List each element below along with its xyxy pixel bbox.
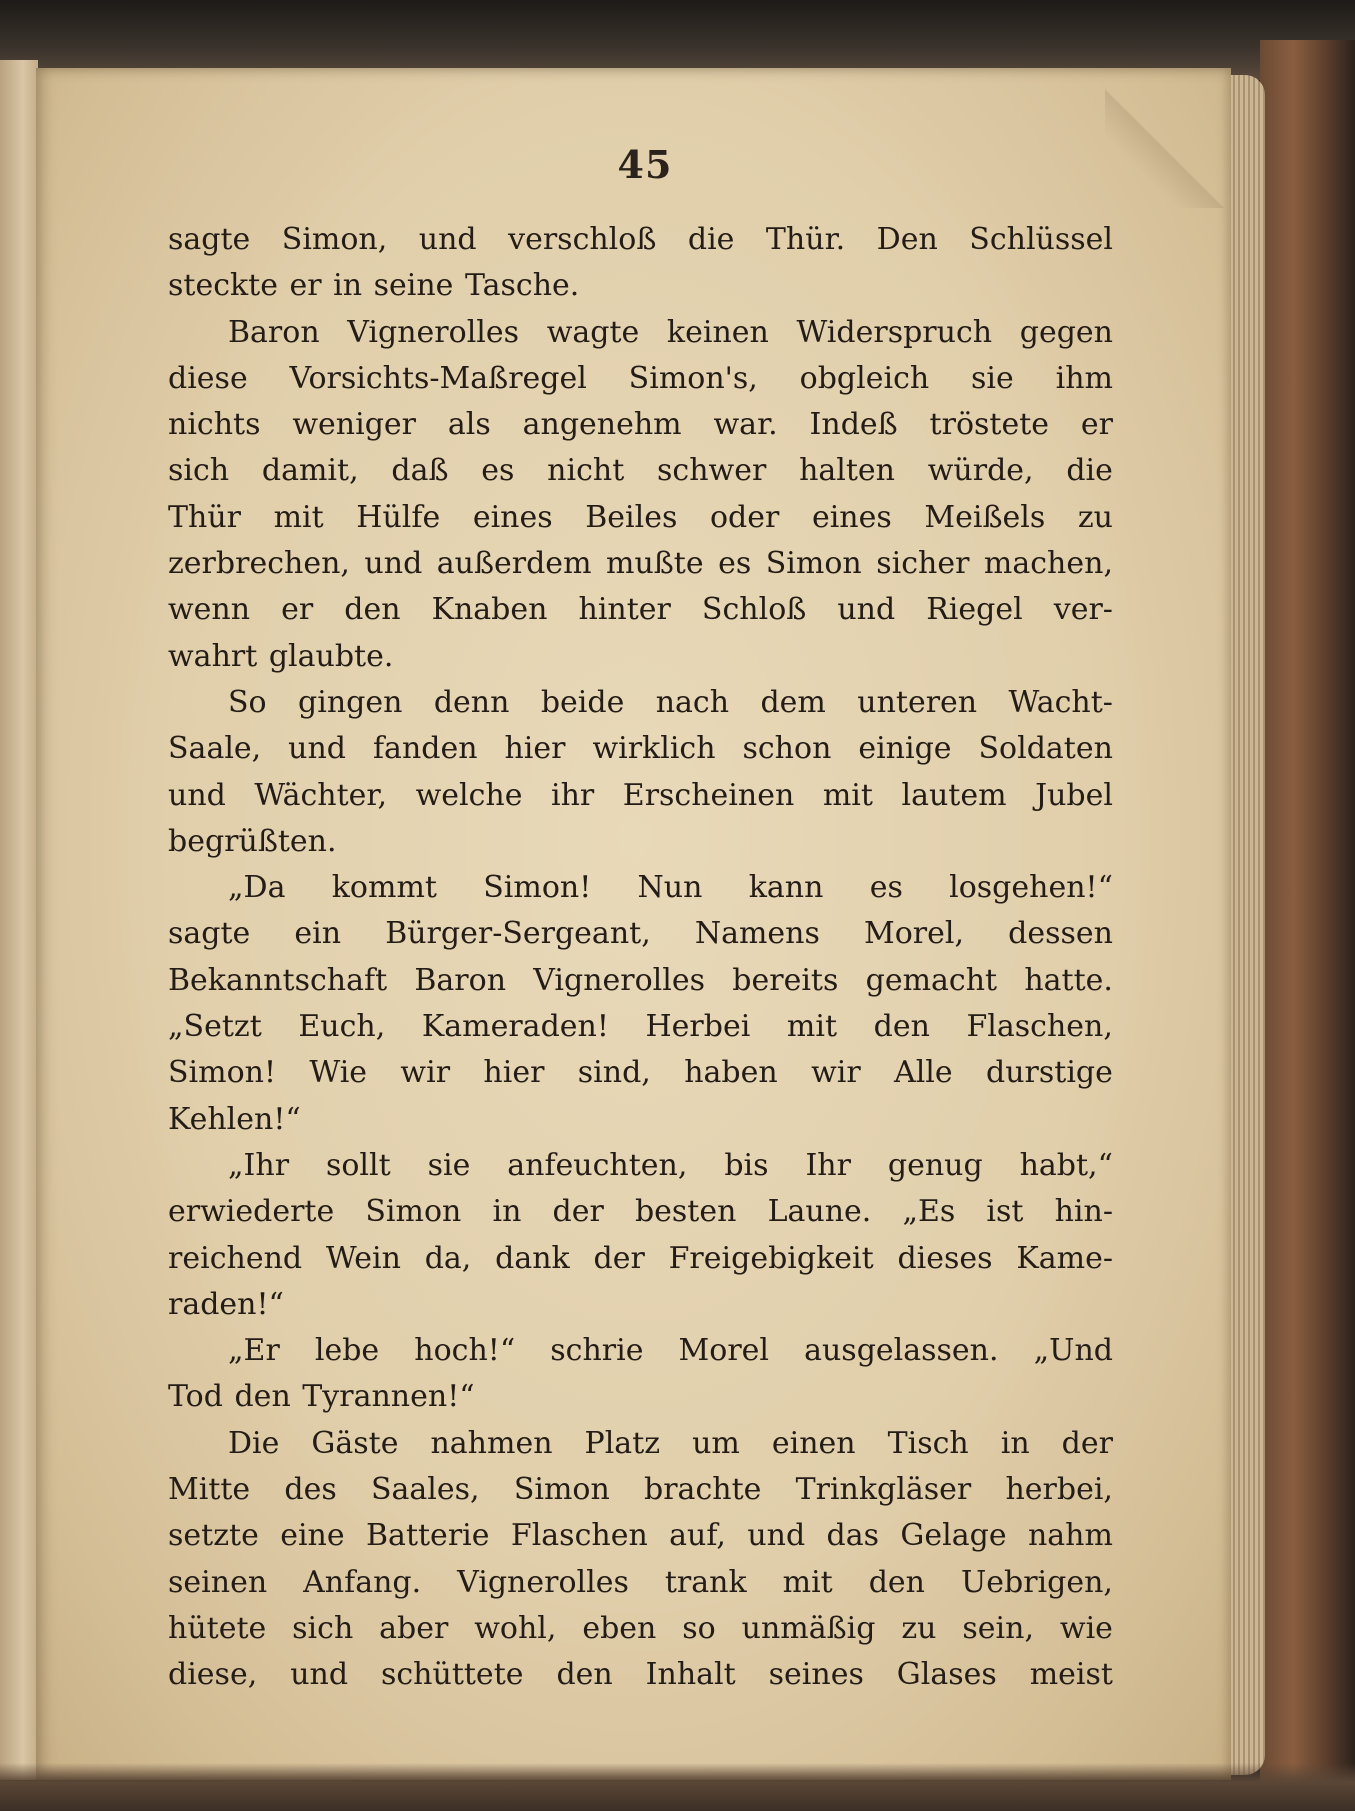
text-line: sagte ein Bürger-Sergeant, Namens Morel, dessen: [168, 916, 1113, 952]
text-line: seinen Anfang. Vignerolles trank mit den Uebrigen,: [168, 1564, 1113, 1600]
text-line: reichend Wein da, dank der Freigebigkeit dieses Kame-: [168, 1240, 1113, 1276]
text-line: zerbrechen, und außerdem mußte es Simon sicher machen,: [168, 546, 1113, 582]
text-line: Tod den Tyrannen!“: [168, 1379, 475, 1415]
text-line: nichts weniger als angenehm war. Indeß tröstete er: [168, 407, 1113, 443]
text-line: Bekanntschaft Baron Vignerolles bereits gemacht hatte.: [168, 962, 1113, 998]
text-line: Die Gäste nahmen Platz um einen Tisch in der: [228, 1425, 1113, 1461]
text-line: Baron Vignerolles wagte keinen Widerspruch gegen: [228, 314, 1113, 350]
text-line: wahrt glaubte.: [168, 638, 394, 674]
text-line: hütete sich aber wohl, eben so unmäßig zu sein, wie: [168, 1610, 1113, 1646]
text-line: diese, und schüttete den Inhalt seines Glases meist: [168, 1657, 1113, 1693]
text-line: Kehlen!“: [168, 1101, 301, 1137]
text-line: und Wächter, welche ihr Erscheinen mit lautem Jubel: [168, 777, 1113, 813]
text-line: „Ihr sollt sie anfeuchten, bis Ihr genug habt,“: [228, 1147, 1113, 1183]
text-line: Saale, und fanden hier wirklich schon einige Soldaten: [168, 731, 1113, 767]
page-number: 45: [617, 142, 673, 187]
body-text: [168, 222, 1113, 1704]
book-spine-cover: [1260, 40, 1355, 1811]
text-line: sich damit, daß es nicht schwer halten würde, die: [168, 453, 1113, 489]
text-line: „Er lebe hoch!“ schrie Morel ausgelassen. „Und: [228, 1333, 1113, 1369]
book-cover-bottom: [0, 1763, 1355, 1811]
text-line: Simon! Wie wir hier sind, haben wir Alle durstige: [168, 1055, 1113, 1091]
previous-page-sliver: [0, 60, 38, 1780]
text-line: „Da kommt Simon! Nun kann es losgehen!“: [228, 870, 1113, 906]
text-line: begrüßten.: [168, 823, 337, 859]
text-line: diese Vorsichts-Maßregel Simon's, obgleich sie ihm: [168, 360, 1113, 396]
text-line: sagte Simon, und verschloß die Thür. Den Schlüssel: [168, 222, 1113, 257]
text-line: „Setzt Euch, Kameraden! Herbei mit den Flaschen,: [168, 1009, 1113, 1045]
text-line: wenn er den Knaben hinter Schloß und Riegel ver-: [168, 592, 1113, 628]
text-line: Thür mit Hülfe eines Beiles oder eines Meißels zu: [168, 499, 1113, 535]
text-line: raden!“: [168, 1286, 284, 1322]
text-line: setzte eine Batterie Flaschen auf, und das Gelage nahm: [168, 1518, 1113, 1554]
page-edges: [1225, 75, 1265, 1775]
text-line: erwiederte Simon in der besten Laune. „Es ist hin-: [168, 1194, 1113, 1230]
text-line: So gingen denn beide nach dem unteren Wacht-: [228, 684, 1113, 720]
text-line: Mitte des Saales, Simon brachte Trinkgläser herbei,: [168, 1472, 1113, 1508]
text-line: steckte er in seine Tasche.: [168, 268, 580, 304]
